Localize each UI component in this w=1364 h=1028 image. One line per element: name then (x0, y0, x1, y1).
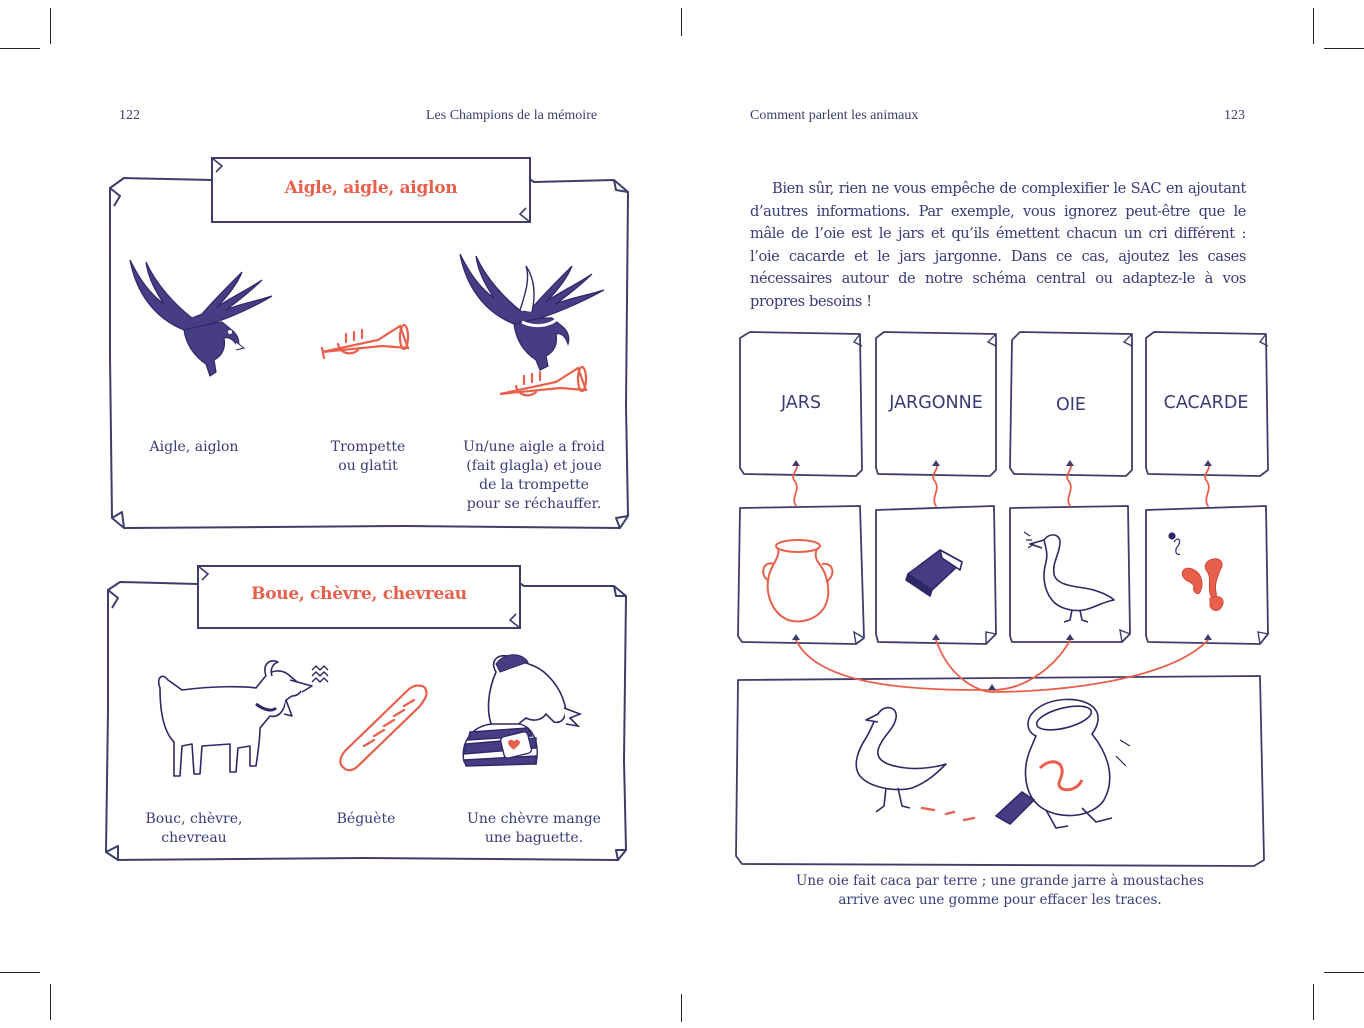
jar-icon (760, 536, 836, 626)
caption: Un/une aigle a froid (fait glagla) et joue de la trompette pour se réchauffer. (463, 439, 605, 512)
crop-mark (0, 972, 40, 973)
page-number-right: 123 (1224, 108, 1245, 123)
caption: Bouc, chèvre, chevreau (145, 811, 243, 846)
eraser-icon (902, 544, 968, 600)
word-label: OIE (1056, 395, 1086, 415)
crop-mark (50, 8, 51, 44)
card-title: Boue, chèvre, chevreau (251, 584, 467, 604)
goose-and-jar-scene-icon (846, 696, 1156, 836)
crop-mark (1324, 972, 1364, 973)
trumpet-icon (318, 318, 414, 364)
crop-mark (0, 48, 40, 49)
crop-mark (1313, 984, 1314, 1020)
eagle-icon (126, 252, 276, 392)
caption: Aigle, aiglon (149, 439, 239, 455)
intro-paragraph (750, 178, 1246, 314)
running-head-left: Les Champions de la mémoire (426, 108, 598, 123)
word-label: JARGONNE (889, 393, 983, 413)
poop-icon (1164, 530, 1238, 616)
goat-icon (152, 656, 332, 786)
card-goat (104, 560, 632, 864)
crop-mark (681, 8, 682, 36)
crop-mark (1313, 8, 1314, 44)
word-label: JARS (780, 393, 822, 413)
caption: Trompette ou glatit (330, 439, 406, 474)
card-title: Aigle, aigle, aiglon (284, 178, 458, 198)
crop-mark (50, 984, 51, 1020)
scene-caption-line: Une oie fait caca par terre ; une grande jarre à moustaches (796, 873, 1204, 889)
goat-with-baguette-icon (456, 652, 586, 782)
caption: Béguète (336, 811, 396, 827)
word-label: CACARDE (1163, 393, 1249, 413)
card-eagle (104, 156, 632, 532)
scene-caption-line: arrive avec une gomme pour effacer les traces. (838, 892, 1162, 908)
page-number-left: 122 (119, 108, 140, 123)
baguette-icon (334, 680, 434, 776)
crop-mark (681, 994, 682, 1022)
caption: Une chèvre mange une baguette. (467, 811, 601, 846)
goose-icon (1022, 526, 1122, 626)
running-head-right: Comment parlent les animaux (750, 108, 919, 123)
crop-mark (1324, 48, 1364, 49)
scene-caption (740, 872, 1260, 910)
eagle-with-trumpet-icon (456, 248, 608, 406)
intro-text: Bien sûr, rien ne vous empêche de complexifier le SAC en ajoutant d’autres informations. Par exemple, vous ignorez peut-être que le mâle de l’oie est le jars et qu’ils émettent chacun un cri différent : l’oie cacarde et le jars jargonne. Dans ce cas, ajoutez les cases nécessaires autour de notre schéma central ou adaptez-le à vos propres besoins ! (750, 180, 1246, 310)
